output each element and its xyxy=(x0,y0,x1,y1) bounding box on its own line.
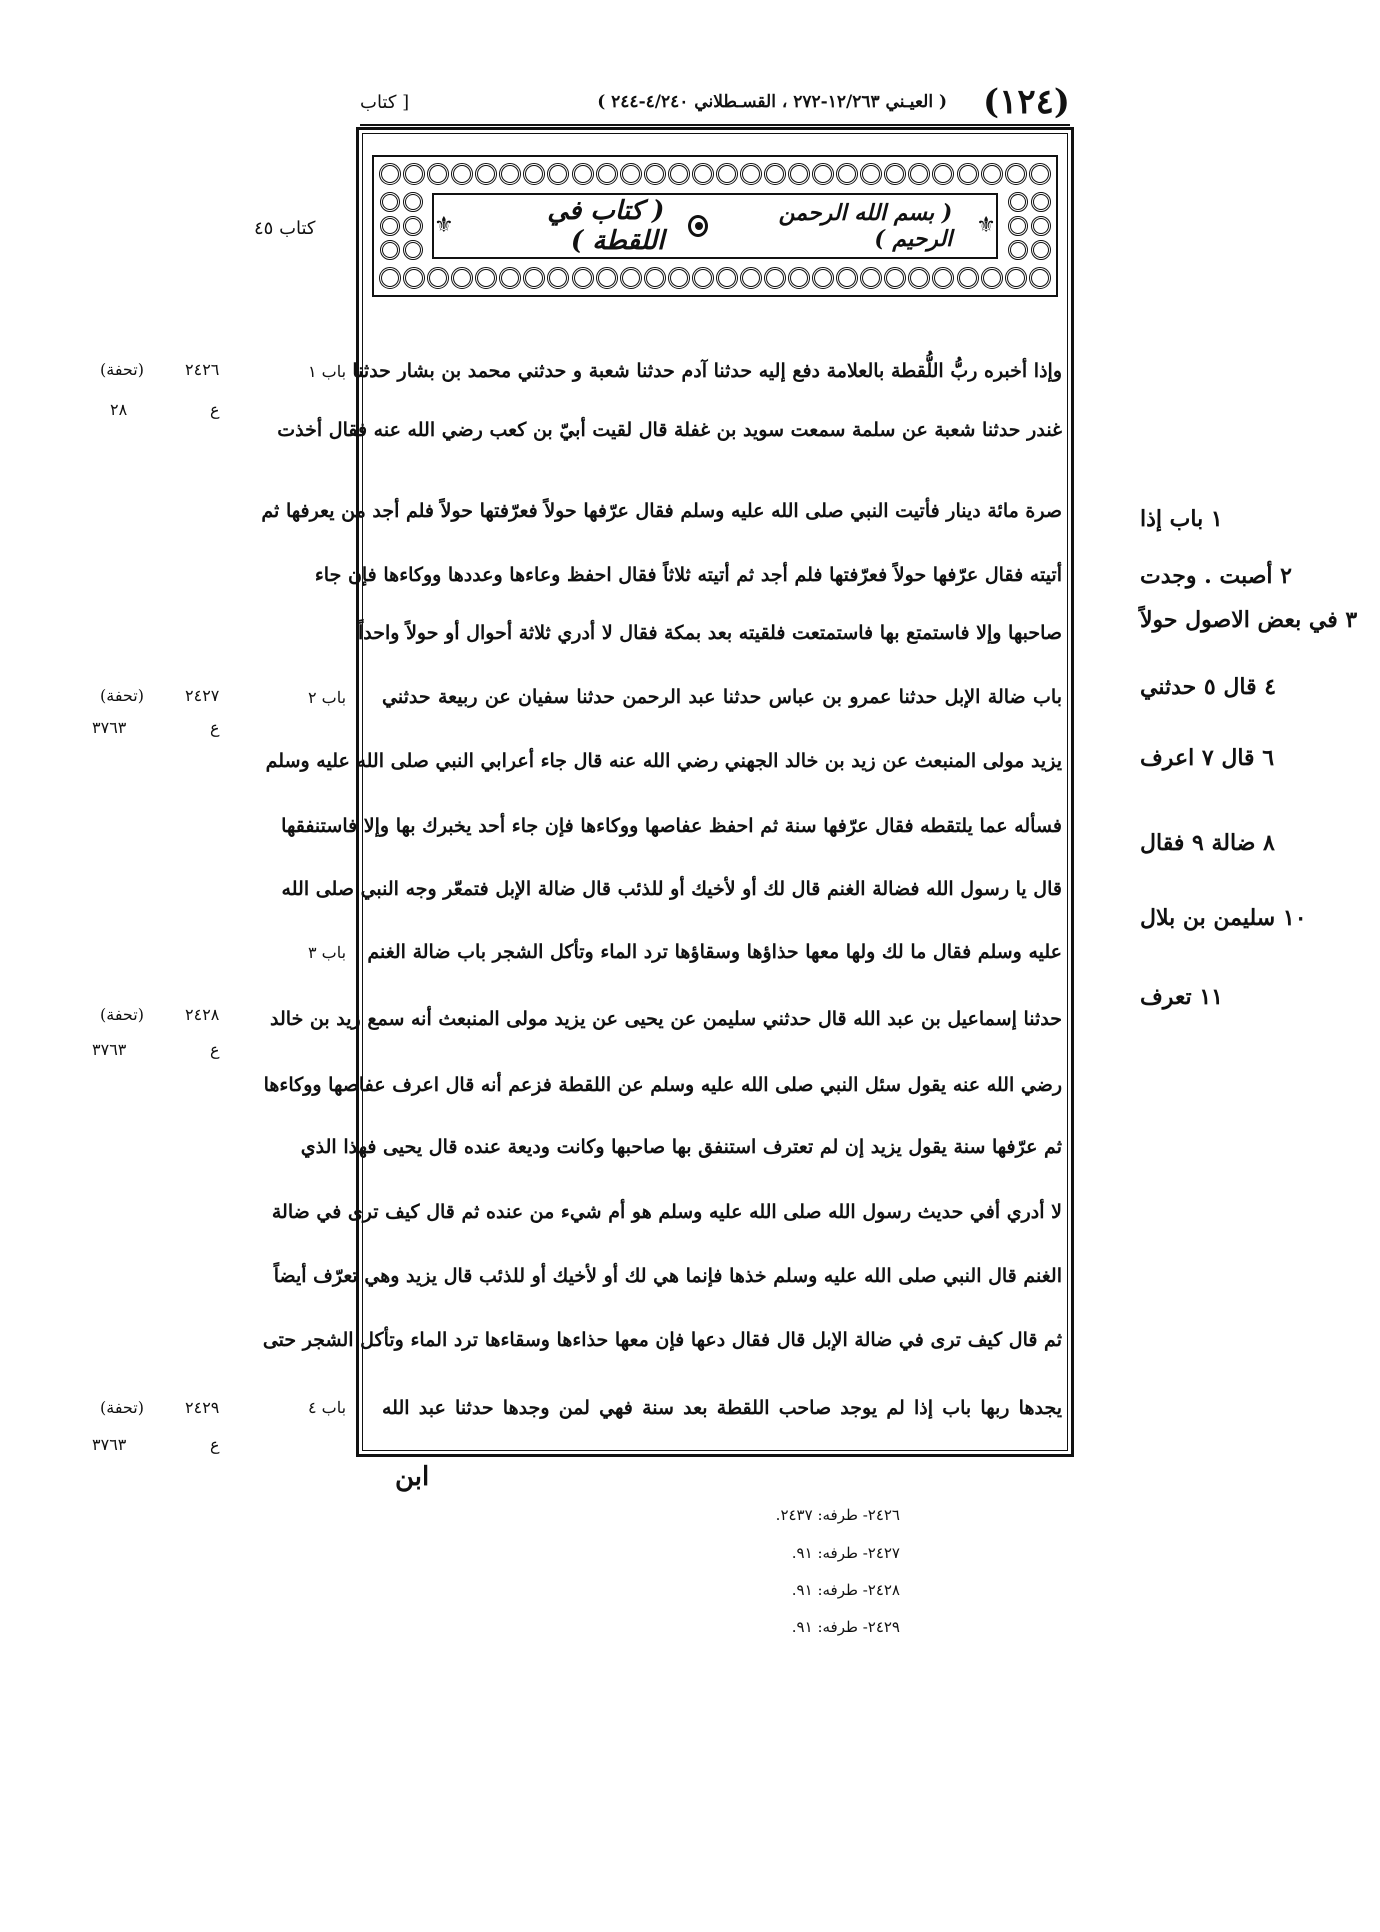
ornament-ring-icon xyxy=(908,267,930,289)
bab-marker: باب ١ xyxy=(308,362,347,381)
ornament-ring-icon xyxy=(403,163,425,185)
ornament-ring-pair xyxy=(1006,191,1052,213)
ayn-label: ع xyxy=(210,1040,220,1059)
text-line: وإذا أخبره ربُّ اللُّقطة بالعلامة دفع إليه حدثنا آدم حدثنا شعبة و حدثني محمد بن بشار حدثنا xyxy=(352,360,1062,382)
ornament-ring-icon xyxy=(451,267,473,289)
kitab-number-label: كتاب ٤٥ xyxy=(254,218,316,239)
ornament-ring-icon xyxy=(403,267,425,289)
ornament-ring-icon xyxy=(380,240,400,260)
tarf-note: ٢٤٢٩- طرفه: ٩١. xyxy=(791,1618,900,1636)
ornament-ring-icon xyxy=(499,267,521,289)
text-line-bab: يجدها ربها باب إذا لم يوجد صاحب اللقطة بعد سنة فهي لمن وجدها حدثنا عبد الله xyxy=(382,1397,1062,1419)
ornament-ring-icon xyxy=(596,163,618,185)
ornament-ring-icon xyxy=(523,267,545,289)
ornamental-banner xyxy=(372,155,1058,297)
ornament-ring-icon xyxy=(475,267,497,289)
bismillah: ( بسم الله الرحمن الرحيم ) xyxy=(778,200,953,252)
text-line-bab: باب ضالة الإبل حدثنا عمرو بن عباس حدثنا عبد الرحمن حدثنا سفيان عن ربيعة حدثني xyxy=(382,686,1062,708)
catchword: ابن xyxy=(395,1462,430,1492)
ornament-ring-icon xyxy=(692,163,714,185)
variant-note: ١١ تعرف xyxy=(1140,984,1223,1010)
text-line: الغنم قال النبي صلى الله عليه وسلم خذها فإنما هي لك أو لأخيك أو للذئب قال يزيد وهي تعرّف أيضاً xyxy=(273,1265,1062,1287)
text-line: ثم قال كيف ترى في ضالة الإبل قال فقال دعها فإن معها حذاءها وسقاءها ترد الماء وتأكل الشجر حتى xyxy=(262,1329,1062,1351)
text-line: صاحبها وإلا فاستمتع بها فاستمتعت فلقيته بعد بمكة فقال لا أدري ثلاثة أحوال أو حولاً واحداً xyxy=(358,622,1062,644)
ornament-ring-icon xyxy=(957,267,979,289)
ornament-ring-pair xyxy=(1006,239,1052,261)
ornament-ring-icon xyxy=(403,240,423,260)
ornament-ring-icon xyxy=(716,267,738,289)
variant-note: ٤ قال ٥ حدثني xyxy=(1140,674,1277,700)
text-line: لا أدري أفي حديث رسول الله صلى الله عليه وسلم هو أم شيء من عنده ثم قال كيف ترى في ضالة xyxy=(271,1201,1062,1223)
running-header xyxy=(360,80,1070,126)
ornament-ring-icon xyxy=(1008,216,1028,236)
text-line: رضي الله عنه يقول سئل النبي صلى الله عليه وسلم عن اللقطة فزعم أنه قال اعرف عفاصها ووكاءها xyxy=(263,1074,1062,1096)
ornament-ring-icon xyxy=(620,267,642,289)
ornament-ring-icon xyxy=(547,267,569,289)
ornament-ring-icon xyxy=(380,216,400,236)
ornament-ring-icon xyxy=(1031,216,1051,236)
ornament-ring-icon xyxy=(860,267,882,289)
ornament-ring-icon xyxy=(1031,192,1051,212)
text-line: يزيد مولى المنبعث عن زيد بن خالد الجهني رضي الله عنه قال جاء أعرابي النبي صلى الله عليه وسلم xyxy=(265,750,1062,772)
ornament-ring-icon xyxy=(403,216,423,236)
ornament-ring-icon xyxy=(812,163,834,185)
ornament-ring-icon xyxy=(1031,240,1051,260)
ornament-ring-icon xyxy=(427,163,449,185)
text-line-bab: عليه وسلم فقال ما لك ولها معها حذاؤها وسقاؤها ترد الماء وتأكل الشجر باب ضالة الغنم xyxy=(367,941,1062,963)
ornament-ring-icon xyxy=(932,163,954,185)
ornament-ring-icon xyxy=(1029,163,1051,185)
commentary-references: ( العيـني ١٢/٢٦٣-٢٧٢ ، القسـطلاني ٤/٢٤٠-٢٤٤ ) xyxy=(597,92,948,112)
ornament-ring-icon xyxy=(836,267,858,289)
ornament-ring-icon xyxy=(523,163,545,185)
ornament-ring-icon xyxy=(572,267,594,289)
variant-note: ١ باب إذا xyxy=(1140,506,1223,532)
page-number: (١٢٤) xyxy=(983,82,1070,122)
hadith-number: ٢٤٢٦ xyxy=(185,360,220,379)
text-line: ثم عرّفها سنة يقول يزيد إن لم تعترف استنفق بها صاحبها وكانت وديعة عنده قال يحيى فهذا الذي xyxy=(300,1136,1062,1158)
ornament-ring-icon xyxy=(716,163,738,185)
variant-note: ٢ أصبت . وجدت xyxy=(1140,563,1292,589)
ornament-border-bottom xyxy=(378,265,1052,291)
ayn-value: ٣٧٦٣ xyxy=(92,718,127,737)
ornament-ring-icon xyxy=(836,163,858,185)
hadith-number: ٢٤٢٨ xyxy=(185,1005,220,1024)
bab-marker: باب ٢ xyxy=(308,688,347,707)
ornament-ring-icon xyxy=(1008,240,1028,260)
ornament-ring-pair xyxy=(378,191,424,213)
ayn-label: ع xyxy=(210,1435,220,1454)
ornament-ring-icon xyxy=(740,267,762,289)
ornament-border-top xyxy=(378,161,1052,187)
ornament-ring-icon xyxy=(981,267,1003,289)
running-header-kitab: [ كتاب xyxy=(360,91,410,113)
variant-note: ٨ ضالة ٩ فقال xyxy=(1140,830,1275,856)
text-line: صرة مائة دينار فأتيت النبي صلى الله عليه وسلم فقال عرّفها حولاً فعرّفتها حولاً فلم أجد من يعرفها ثم xyxy=(261,500,1062,522)
ayn-value: ٣٧٦٣ xyxy=(92,1040,127,1059)
tuhfa-label: (تحفة) xyxy=(100,1005,144,1024)
ornament-ring-icon xyxy=(1005,163,1027,185)
text-line: غندر حدثنا شعبة عن سلمة سمعت سويد بن غفلة قال لقيت أبيّ بن كعب رضي الله عنه فقال أخذت xyxy=(277,419,1062,441)
ornament-ring-pair xyxy=(1006,215,1052,237)
tarf-note: ٢٤٢٦- طرفه: ٢٤٣٧. xyxy=(775,1506,900,1524)
ornament-ring-icon xyxy=(668,163,690,185)
ornament-ring-icon xyxy=(668,267,690,289)
fleuron-icon: ⚜ xyxy=(976,213,996,238)
tuhfa-label: (تحفة) xyxy=(100,686,144,705)
ornament-ring-icon xyxy=(475,163,497,185)
ornament-ring-icon xyxy=(1008,192,1028,212)
text-line: فسأله عما يلتقطه فقال عرّفها سنة ثم احفظ عفاصها ووكاءها فإن جاء أحد يخبرك بها وإلا فاستنفقها xyxy=(281,815,1062,837)
ornament-ring-icon xyxy=(884,163,906,185)
ayn-label: ع xyxy=(210,718,220,737)
bab-marker: باب ٤ xyxy=(308,1398,347,1417)
ornament-ring-icon xyxy=(884,267,906,289)
ornament-ring-icon xyxy=(644,163,666,185)
hadith-number: ٢٤٢٩ xyxy=(185,1398,220,1417)
ornament-ring-icon xyxy=(403,192,423,212)
ornament-ring-icon xyxy=(1029,267,1051,289)
ornament-ring-icon xyxy=(788,163,810,185)
ornament-ring-icon xyxy=(788,267,810,289)
text-line: حدثنا إسماعيل بن عبد الله قال حدثني سليمن عن يحيى عن يزيد مولى المنبعث أنه سمع زيد بن خالد xyxy=(270,1008,1062,1030)
ornament-ring-icon xyxy=(427,267,449,289)
ornament-ring-icon xyxy=(547,163,569,185)
ayn-label: ع xyxy=(210,400,220,419)
ornament-ring-icon xyxy=(644,267,666,289)
fleuron-icon: ⚜ xyxy=(434,213,454,238)
tuhfa-label: (تحفة) xyxy=(100,1398,144,1417)
chapter-title-band xyxy=(432,193,998,259)
ornament-ring-icon xyxy=(379,267,401,289)
ornament-ring-icon xyxy=(499,163,521,185)
chapter-title: ( كتاب في اللقطة ) xyxy=(547,196,665,256)
hadith-number: ٢٤٢٧ xyxy=(185,686,220,705)
variant-note: ٣ في بعض الاصول حولاً xyxy=(1140,607,1358,633)
ayn-value: ٢٨ xyxy=(110,400,128,419)
ornament-ring-icon xyxy=(932,267,954,289)
ornament-ring-icon xyxy=(572,163,594,185)
ornament-ring-icon xyxy=(620,163,642,185)
ornament-border-left xyxy=(378,191,424,261)
text-line: أتيته فقال عرّفها حولاً فعرّفتها فلم أجد ثم أتيته ثلاثاً فقال احفظ وعاءها وعددها ووكاءها فإن جاء xyxy=(314,564,1062,586)
ornament-ring-icon xyxy=(692,267,714,289)
ornament-ring-icon xyxy=(812,267,834,289)
ornament-ring-icon xyxy=(908,163,930,185)
ornament-ring-icon xyxy=(764,267,786,289)
ornament-ring-icon xyxy=(981,163,1003,185)
ornament-ring-icon xyxy=(380,192,400,212)
variant-note: ١٠ سليمن بن بلال xyxy=(1140,905,1307,931)
ornament-ring-icon xyxy=(764,163,786,185)
ornament-ring-icon xyxy=(1005,267,1027,289)
tarf-note: ٢٤٢٨- طرفه: ٩١. xyxy=(791,1581,900,1599)
ornament-ring-icon xyxy=(860,163,882,185)
tuhfa-label: (تحفة) xyxy=(100,360,144,379)
bab-marker: باب ٣ xyxy=(308,943,347,962)
variant-note: ٦ قال ٧ اعرف xyxy=(1140,745,1275,771)
text-line: قال يا رسول الله فضالة الغنم قال لك أو لأخيك أو للذئب قال ضالة الإبل فتمعّر وجه النبي صلى الله xyxy=(281,878,1062,900)
ornament-ring-icon xyxy=(740,163,762,185)
rosette-icon xyxy=(688,215,708,237)
ornament-ring-pair xyxy=(378,215,424,237)
ayn-value: ٣٧٦٣ xyxy=(92,1435,127,1454)
ornament-ring-icon xyxy=(957,163,979,185)
ornament-border-right xyxy=(1006,191,1052,261)
tarf-note: ٢٤٢٧- طرفه: ٩١. xyxy=(791,1544,900,1562)
ornament-ring-icon xyxy=(451,163,473,185)
ornament-ring-pair xyxy=(378,239,424,261)
ornament-ring-icon xyxy=(379,163,401,185)
ornament-ring-icon xyxy=(596,267,618,289)
